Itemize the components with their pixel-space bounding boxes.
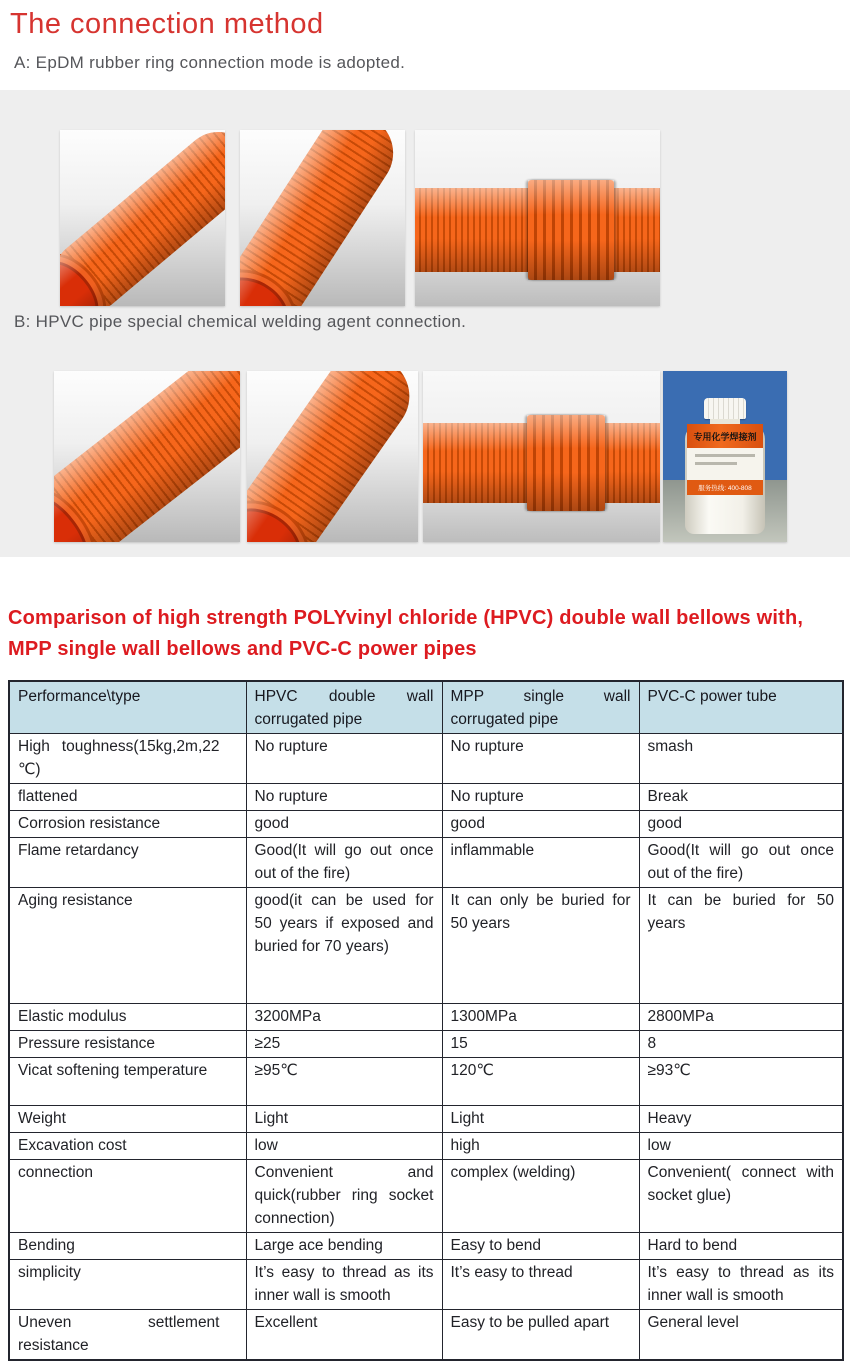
- table-cell: good: [639, 811, 843, 838]
- table-cell: General level: [639, 1310, 843, 1361]
- table-row: [9, 811, 843, 838]
- table-cell: 2800MPa: [639, 1004, 843, 1031]
- table-row: [9, 1133, 843, 1160]
- table-cell: 15: [442, 1031, 639, 1058]
- table-cell: 120℃: [442, 1058, 639, 1106]
- corrugated-pipe-graphic: [240, 130, 405, 306]
- table-row: [9, 838, 843, 888]
- photo-pipe-joint-b: [423, 371, 660, 542]
- corrugated-pipe-graphic: [54, 371, 240, 542]
- table-cell: No rupture: [246, 734, 442, 784]
- table-cell: Light: [442, 1106, 639, 1133]
- table-cell: Easy to bend: [442, 1233, 639, 1260]
- column-header: Performance\type: [9, 681, 246, 734]
- row-label: Corrosion resistance: [9, 811, 246, 838]
- table-row: [9, 1106, 843, 1133]
- bottle-graphic: [685, 398, 765, 534]
- photo-pipe-end-angled-b: [54, 371, 240, 542]
- row-label: connection: [9, 1160, 246, 1233]
- photo-pipe-joint-a: [415, 130, 660, 306]
- caption-method-a: A: EpDM rubber ring connection mode is adopted.: [14, 53, 406, 72]
- table-cell: good(it can be used for 50 years if exposed and buried for 70 years): [246, 888, 442, 1004]
- row-label: Flame retardancy: [9, 838, 246, 888]
- photo-pipe-end-front-b: [247, 371, 418, 542]
- photo-pipe-end-angled-a: [60, 130, 225, 306]
- table-cell: It can only be buried for 50 years: [442, 888, 639, 1004]
- photo-welding-agent-bottle: [663, 371, 787, 542]
- table-cell: Hard to bend: [639, 1233, 843, 1260]
- photo-pipe-end-front-a: [240, 130, 405, 306]
- row-label: Pressure resistance: [9, 1031, 246, 1058]
- corrugated-pipe-graphic: [247, 371, 418, 542]
- table-cell: Easy to be pulled apart: [442, 1310, 639, 1361]
- table-cell: ≥25: [246, 1031, 442, 1058]
- row-label: Excavation cost: [9, 1133, 246, 1160]
- table-cell: complex (welding): [442, 1160, 639, 1233]
- pipe-opening-graphic: [54, 475, 109, 542]
- pipe-opening-graphic: [247, 486, 323, 542]
- table-cell: good: [246, 811, 442, 838]
- table-row: [9, 1160, 843, 1233]
- table-cell: Convenient and quick(rubber ring socket connection): [246, 1160, 442, 1233]
- corrugated-pipe-graphic: [60, 130, 225, 306]
- table-cell: 1300MPa: [442, 1004, 639, 1031]
- table-cell: Heavy: [639, 1106, 843, 1133]
- comparison-heading: Comparison of high strength POLYvinyl chloride (HPVC) double wall bellows with, MPP single wall bellows and PVC-C power pipes: [8, 607, 804, 660]
- table-cell: low: [639, 1133, 843, 1160]
- table-cell: Light: [246, 1106, 442, 1133]
- table-cell: It’s easy to thread as its inner wall is smooth: [246, 1260, 442, 1310]
- row-label: Aging resistance: [9, 888, 246, 1004]
- table-row: [9, 784, 843, 811]
- table-cell: good: [442, 811, 639, 838]
- column-header: MPP single wall corrugated pipe: [442, 681, 639, 734]
- table-row: [9, 1310, 843, 1361]
- row-label: Weight: [9, 1106, 246, 1133]
- comparison-table-head: [9, 681, 843, 734]
- table-cell: No rupture: [246, 784, 442, 811]
- table-row: [9, 1260, 843, 1310]
- table-cell: inflammable: [442, 838, 639, 888]
- table-cell: Good(It will go out once out of the fire): [639, 838, 843, 888]
- pipe-opening-graphic: [60, 244, 117, 306]
- bottle-label-title: 专用化学焊接剂: [687, 424, 763, 448]
- page-title: The connection method: [10, 8, 324, 40]
- table-row: [9, 1004, 843, 1031]
- row-label: Vicat softening temperature: [9, 1058, 246, 1106]
- table-cell: 3200MPa: [246, 1004, 442, 1031]
- header-row: [9, 681, 843, 734]
- pipe-coupling-graphic: [528, 180, 614, 280]
- table-row: [9, 1233, 843, 1260]
- table-cell: It’s easy to thread as its inner wall is smooth: [639, 1260, 843, 1310]
- table-cell: high: [442, 1133, 639, 1160]
- row-label: High toughness(15kg,2m,22 ℃): [9, 734, 246, 784]
- pipe-opening-graphic: [240, 257, 309, 306]
- row-label: Elastic modulus: [9, 1004, 246, 1031]
- table-cell: No rupture: [442, 734, 639, 784]
- comparison-table: [8, 680, 844, 1361]
- table-cell: No rupture: [442, 784, 639, 811]
- table-cell: ≥93℃: [639, 1058, 843, 1106]
- connection-method-gallery: [0, 90, 850, 557]
- table-cell: Break: [639, 784, 843, 811]
- row-label: flattened: [9, 784, 246, 811]
- table-cell: smash: [639, 734, 843, 784]
- column-header: HPVC double wall corrugated pipe: [246, 681, 442, 734]
- column-header: PVC-C power tube: [639, 681, 843, 734]
- table-row: [9, 1031, 843, 1058]
- table-cell: It’s easy to thread: [442, 1260, 639, 1310]
- table-cell: ≥95℃: [246, 1058, 442, 1106]
- bottle-label-fineprint: [687, 448, 763, 480]
- table-cell: 8: [639, 1031, 843, 1058]
- table-cell: Large ace bending: [246, 1233, 442, 1260]
- comparison-table-body: [9, 734, 843, 1361]
- table-row: [9, 1058, 843, 1106]
- table-row: [9, 734, 843, 784]
- bottle-cap-graphic: [704, 398, 746, 419]
- table-cell: Convenient( connect with socket glue): [639, 1160, 843, 1233]
- pipe-coupling-graphic: [527, 415, 605, 511]
- table-cell: low: [246, 1133, 442, 1160]
- bottle-label: [687, 424, 763, 495]
- table-row: [9, 888, 843, 1004]
- table-cell: It can be buried for 50 years: [639, 888, 843, 1004]
- caption-method-b: B: HPVC pipe special chemical welding agent connection.: [14, 312, 467, 331]
- bottle-label-hotline: 服务热线: 400-808: [687, 480, 763, 495]
- row-label: simplicity: [9, 1260, 246, 1310]
- table-cell: Good(It will go out once out of the fire): [246, 838, 442, 888]
- row-label: Uneven settlement resistance: [9, 1310, 246, 1361]
- table-cell: Excellent: [246, 1310, 442, 1361]
- row-label: Bending: [9, 1233, 246, 1260]
